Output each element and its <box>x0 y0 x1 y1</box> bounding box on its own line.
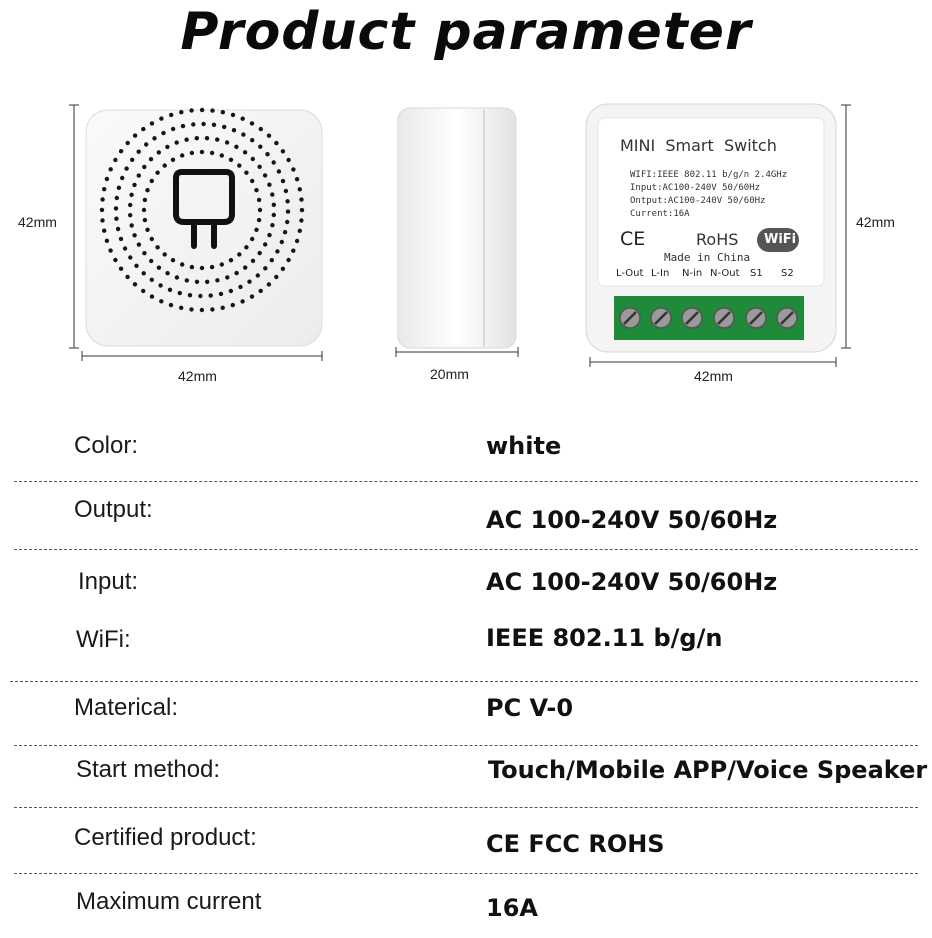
terminal-label-s1: S1 <box>750 268 763 279</box>
spec-label: Input: <box>78 568 139 595</box>
spec-row-color <box>0 418 932 482</box>
terminal-label-l-out: L-Out <box>616 268 644 279</box>
spec-value: Touch/Mobile APP/Voice Speaker <box>488 756 928 784</box>
page-title: Product parameter <box>180 2 752 62</box>
spec-value: AC 100-240V 50/60Hz <box>486 506 778 534</box>
device-label-line-1: WIFI:IEEE 802.11 b/g/n 2.4GHz <box>630 170 788 180</box>
device-label-title: MINI Smart Switch <box>620 136 777 155</box>
terminal-block <box>614 296 804 340</box>
wifi-badge-text: WiFi <box>764 232 797 247</box>
spec-value: IEEE 802.11 b/g/n <box>486 624 723 652</box>
spec-value: AC 100-240V 50/60Hz <box>486 568 778 596</box>
spec-value: CE FCC ROHS <box>486 830 665 858</box>
row-divider <box>14 481 918 482</box>
ce-mark: CE <box>620 228 646 250</box>
spec-row-material <box>0 682 932 746</box>
spec-value: 16A <box>486 894 538 922</box>
back-width-label: 42mm <box>694 368 733 384</box>
terminal-label-n-in: N-in <box>682 268 703 279</box>
terminal-label-s2: S2 <box>781 268 794 279</box>
device-label-line-2: Input:AC100-240V 50/60Hz <box>630 183 761 193</box>
spec-label: Color: <box>74 432 139 459</box>
front-view <box>69 105 322 361</box>
spec-label: Start method: <box>76 756 221 783</box>
device-label-line-3: Ontput:AC100-240V 50/60Hz <box>630 196 766 206</box>
spec-label: Output: <box>74 496 153 523</box>
spec-row-start-method <box>0 744 932 808</box>
spec-row-certified <box>0 810 932 874</box>
terminal-label-n-out: N-Out <box>710 268 740 279</box>
terminal-label-l-in: L-In <box>651 268 670 279</box>
spec-value: PC V-0 <box>486 694 574 722</box>
front-width-label: 42mm <box>178 368 217 384</box>
spec-label: Certified product: <box>74 824 257 851</box>
spec-row-max-current <box>0 874 932 938</box>
spec-row-wifi <box>0 614 932 678</box>
made-in-label: Made in China <box>664 251 751 264</box>
spec-value: white <box>486 432 562 460</box>
device-label-line-4: Current:16A <box>630 209 690 219</box>
back-height-label: 42mm <box>856 214 895 230</box>
side-view <box>396 108 518 357</box>
spec-row-input <box>0 550 932 614</box>
row-divider <box>14 807 918 808</box>
spec-label: Maximum current <box>76 888 262 915</box>
spec-label: WiFi: <box>76 626 131 653</box>
front-height-label: 42mm <box>18 214 57 230</box>
side-width-label: 20mm <box>430 366 469 382</box>
product-dimension-figure <box>0 90 932 400</box>
rohs-mark: RoHS <box>696 230 739 249</box>
spec-label: Materical: <box>74 694 179 721</box>
spec-row-output <box>0 486 932 550</box>
